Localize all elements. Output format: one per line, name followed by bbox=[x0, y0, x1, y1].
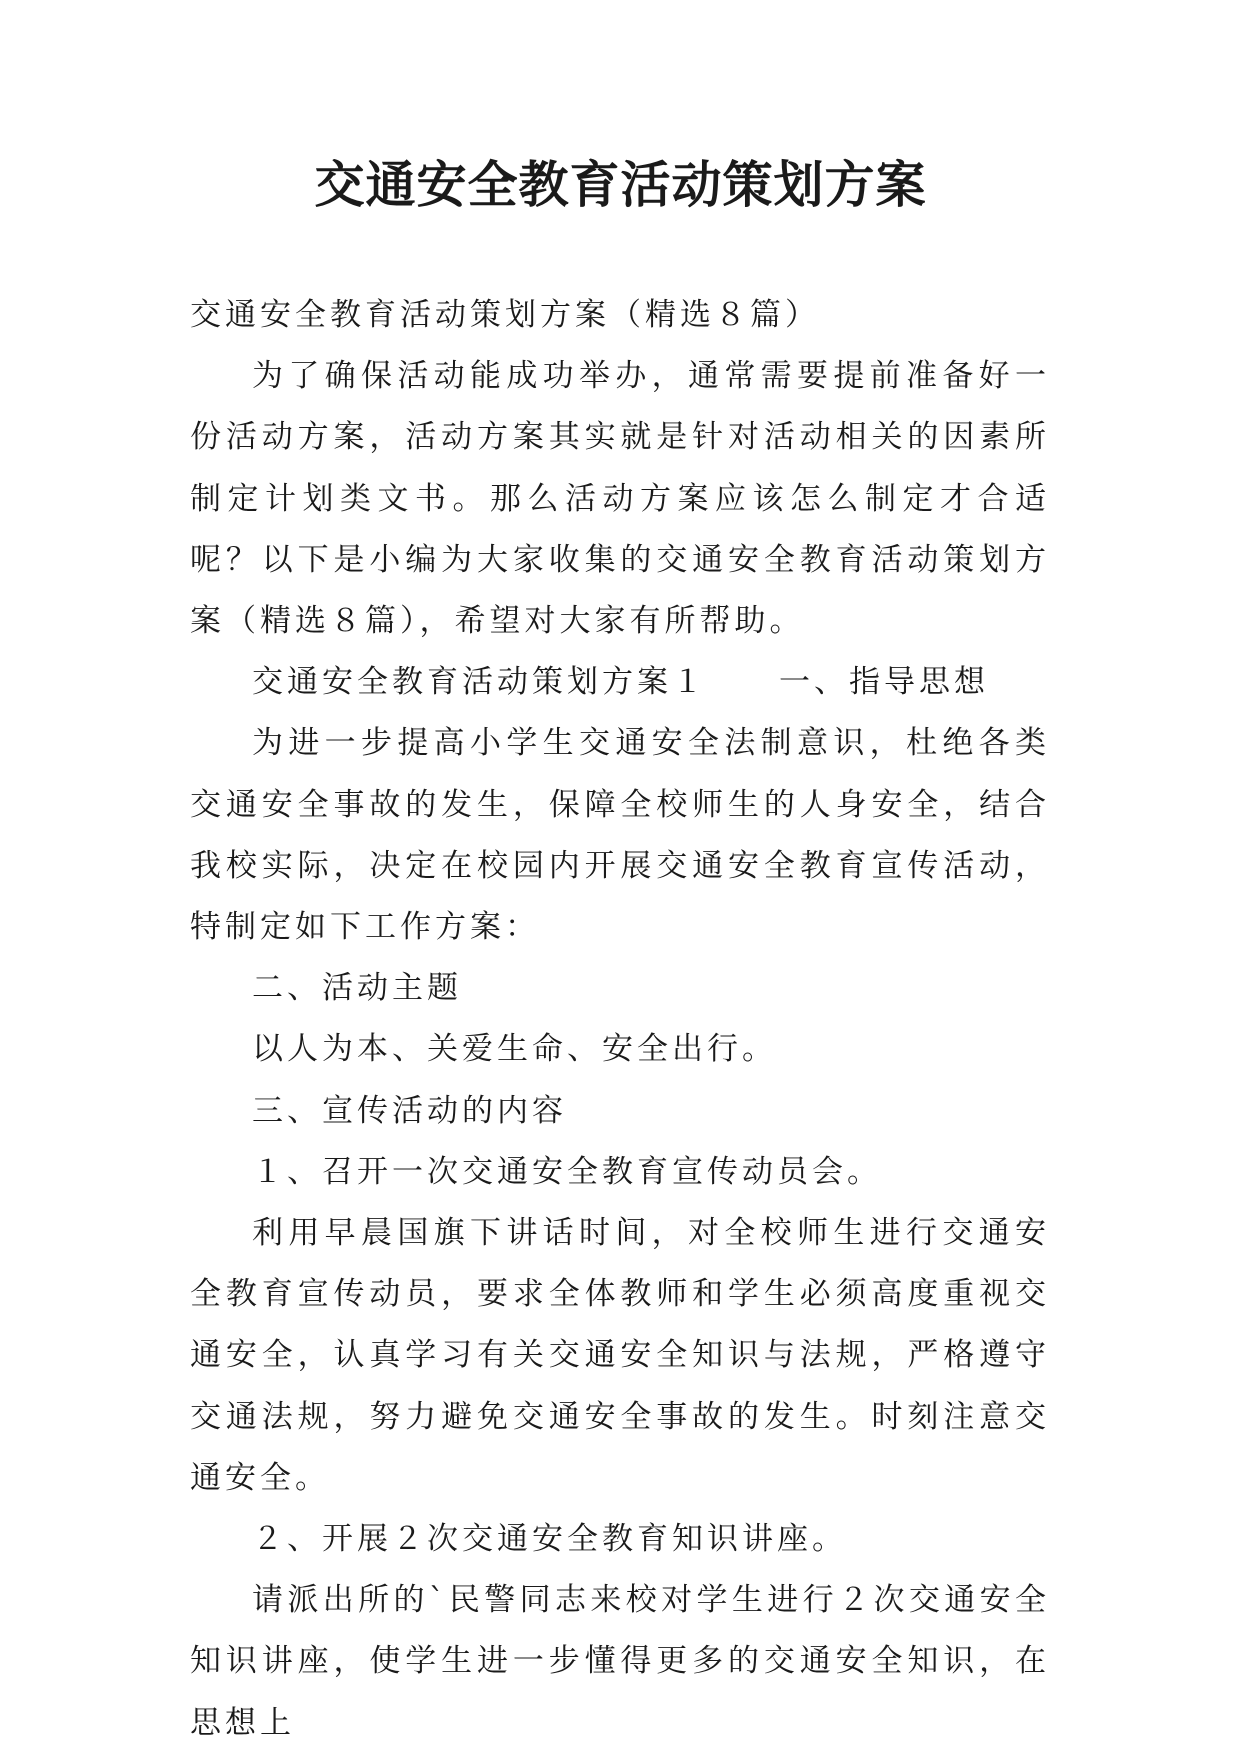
content-item-1-paragraph: 利用早晨国旗下讲话时间，对全校师生进行交通安全教育宣传动员，要求全体教师和学生必须高度重视交通安全，认真学习有关交通安全知识与法规，严格遵守交通法规，努力避免交通安全事故的发生。时刻注意交通安全。 bbox=[190, 1215, 1050, 1496]
section-title: 交通安全教育活动策划方案１ bbox=[252, 664, 707, 701]
section-heading-line bbox=[190, 652, 1050, 713]
content-item-2: ２、开展２次交通安全教育知识讲座。 bbox=[252, 1521, 847, 1558]
content-item-1: １、召开一次交通安全教育宣传动员会。 bbox=[252, 1153, 882, 1190]
document-body bbox=[190, 285, 1050, 1754]
content-item-2-paragraph: 请派出所的`民警同志来校对学生进行２次交通安全知识讲座，使学生进一步懂得更多的交通安全知识，在思想上 bbox=[190, 1582, 1050, 1741]
activity-content-heading: 三、宣传活动的内容 bbox=[252, 1092, 567, 1129]
page-title: 交通安全教育活动策划方案 bbox=[314, 155, 927, 214]
guiding-ideology-heading: 一、指导思想 bbox=[779, 664, 989, 701]
intro-paragraph: 为了确保活动能成功举办，通常需要提前准备好一份活动方案，活动方案其实就是针对活动相关的因素所制定计划类文书。那么活动方案应该怎么制定才合适呢？以下是小编为大家收集的交通安全教育活动策划方案（精选８篇），希望对大家有所帮助。 bbox=[190, 358, 1050, 640]
document-subtitle: 交通安全教育活动策划方案（精选８篇） bbox=[190, 297, 820, 333]
guiding-ideology-paragraph: 为进一步提高小学生交通安全法制意识，杜绝各类交通安全事故的发生，保障全校师生的人身安全，结合我校实际，决定在校园内开展交通安全教育宣传活动，特制定如下工作方案： bbox=[190, 725, 1050, 946]
activity-theme-text: 以人为本、关爱生命、安全出行。 bbox=[252, 1031, 777, 1068]
activity-theme-heading: 二、活动主题 bbox=[252, 970, 462, 1007]
